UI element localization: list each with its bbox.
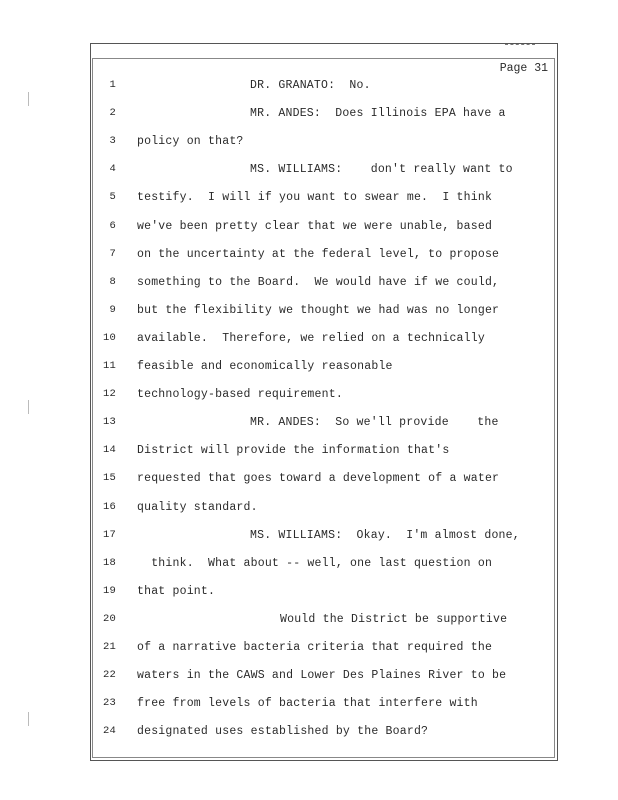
line-number: 5 — [109, 191, 116, 203]
transcript-line — [0, 220, 618, 240]
line-text: available. Therefore, we relied on a technically — [137, 332, 485, 345]
line-number: 9 — [109, 304, 116, 316]
line-number: 7 — [109, 248, 116, 260]
scan-artifact — [505, 44, 535, 46]
transcript-line — [0, 697, 618, 717]
transcript-line — [0, 360, 618, 380]
transcript-line — [0, 79, 618, 99]
line-text: Would the District be supportive — [280, 613, 508, 626]
page-number: Page 31 — [499, 62, 548, 75]
transcript-line — [0, 276, 618, 296]
line-text: that point. — [137, 585, 216, 598]
line-text: MS. WILLIAMS: Okay. I'm almost done, — [250, 529, 520, 542]
margin-mark — [28, 400, 33, 414]
line-number: 12 — [102, 388, 116, 400]
line-text: something to the Board. We would have if we could, — [137, 276, 500, 289]
line-text: on the uncertainty at the federal level, to propose — [137, 248, 500, 261]
transcript-line — [0, 191, 618, 211]
line-number: 10 — [102, 332, 116, 344]
line-text: policy on that? — [137, 135, 244, 148]
line-number: 3 — [109, 135, 116, 147]
line-text: feasible and economically reasonable — [137, 360, 393, 373]
line-number: 1 — [109, 79, 116, 91]
transcript-line — [0, 472, 618, 492]
transcript-line — [0, 248, 618, 268]
line-number: 20 — [102, 613, 116, 625]
transcript-line — [0, 557, 618, 577]
line-number: 6 — [109, 220, 116, 232]
line-number: 18 — [102, 557, 116, 569]
line-number: 15 — [102, 472, 116, 484]
line-text: think. What about -- well, one last question on — [137, 557, 493, 570]
line-number: 11 — [102, 360, 116, 372]
transcript-line — [0, 135, 618, 155]
transcript-line — [0, 304, 618, 324]
transcript-line — [0, 529, 618, 549]
line-number: 4 — [109, 163, 116, 175]
line-text: free from levels of bacteria that interfere with — [137, 697, 478, 710]
transcript-line — [0, 388, 618, 408]
transcript-line — [0, 585, 618, 605]
transcript-line — [0, 669, 618, 689]
line-text: technology-based requirement. — [137, 388, 343, 401]
line-text: requested that goes toward a development of a water — [137, 472, 500, 485]
line-number: 16 — [102, 501, 116, 513]
line-number: 2 — [109, 107, 116, 119]
line-text: testify. I will if you want to swear me. I think — [137, 191, 493, 204]
line-text: designated uses established by the Board? — [137, 725, 429, 738]
transcript-line — [0, 613, 618, 633]
margin-mark — [28, 712, 33, 726]
transcript-line — [0, 444, 618, 464]
line-number: 13 — [102, 416, 116, 428]
margin-mark — [28, 92, 33, 106]
line-number: 21 — [102, 641, 116, 653]
transcript-line — [0, 163, 618, 183]
line-text: MR. ANDES: So we'll provide the — [250, 416, 499, 429]
line-number: 24 — [102, 725, 116, 737]
transcript-line — [0, 501, 618, 521]
line-number: 19 — [102, 585, 116, 597]
transcript-line — [0, 332, 618, 352]
line-number: 22 — [102, 669, 116, 681]
line-text: MR. ANDES: Does Illinois EPA have a — [250, 107, 506, 120]
line-text: of a narrative bacteria criteria that required the — [137, 641, 493, 654]
line-text: but the flexibility we thought we had was no longer — [137, 304, 500, 317]
line-number: 17 — [102, 529, 116, 541]
line-number: 8 — [109, 276, 116, 288]
transcript-line — [0, 725, 618, 745]
line-number: 14 — [102, 444, 116, 456]
transcript-line — [0, 107, 618, 127]
line-text: District will provide the information that's — [137, 444, 450, 457]
line-text: waters in the CAWS and Lower Des Plaines River to be — [137, 669, 507, 682]
line-number: 23 — [102, 697, 116, 709]
transcript-line — [0, 416, 618, 436]
line-text: we've been pretty clear that we were unable, based — [137, 220, 493, 233]
line-text: MS. WILLIAMS: don't really want to — [250, 163, 513, 176]
line-text: DR. GRANATO: No. — [250, 79, 371, 92]
line-text: quality standard. — [137, 501, 258, 514]
transcript-line — [0, 641, 618, 661]
